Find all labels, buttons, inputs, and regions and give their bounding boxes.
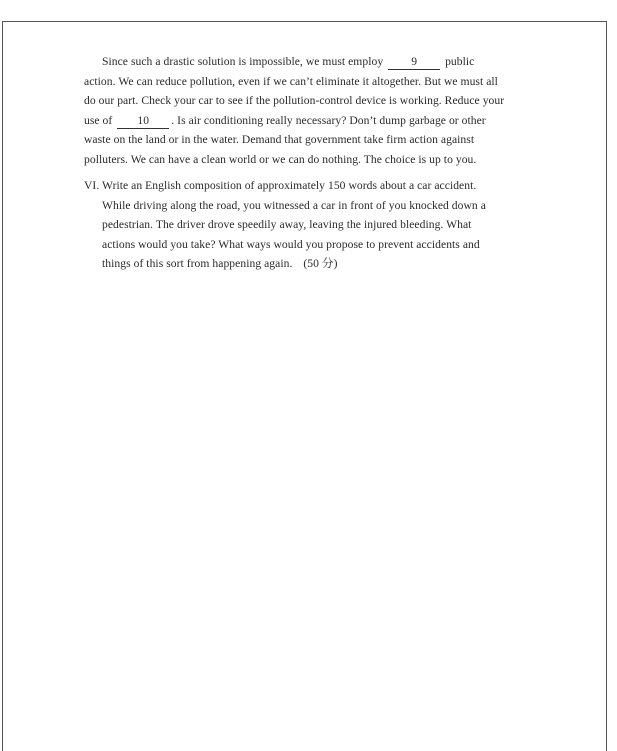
passage-paragraph: [84, 52, 534, 170]
passage-line-2: action. We can reduce pollution, even if we can’t eliminate it altogether. But we must all: [84, 74, 498, 88]
passage-line-1: Since such a drastic solution is impossible, we must employ 9 public: [102, 55, 475, 68]
question-line-4: actions would you take? What ways would you propose to prevent accidents and: [102, 237, 480, 251]
passage-line-4: use of 10 . Is air conditioning really necessary? Don’t dump garbage or other: [84, 113, 486, 127]
question-six: [84, 176, 534, 274]
question-number: VI.: [84, 179, 100, 192]
question-line-3: pedestrian. The driver drove speedily away, leaving the injured bleeding. What: [102, 218, 472, 232]
question-line-2: While driving along the road, you witnessed a car in front of you knocked down a: [102, 198, 486, 212]
question-line-1: VI. Write an English composition of approximately 150 words about a car accident.: [84, 179, 477, 192]
score-label: (50 分): [303, 257, 338, 271]
passage-line-3: do our part. Check your car to see if the pollution-control device is working. Reduce your: [84, 94, 505, 108]
question-line-5: things of this sort from happening again. (50 分): [102, 257, 338, 271]
blank-10: 10: [117, 114, 169, 129]
passage-line-5: waste on the land or in the water. Demand that government take firm action against: [84, 133, 475, 147]
passage-line-6: polluters. We can have a clean world or we can do nothing. The choice is up to you.: [84, 152, 477, 166]
blank-9: 9: [388, 55, 440, 70]
